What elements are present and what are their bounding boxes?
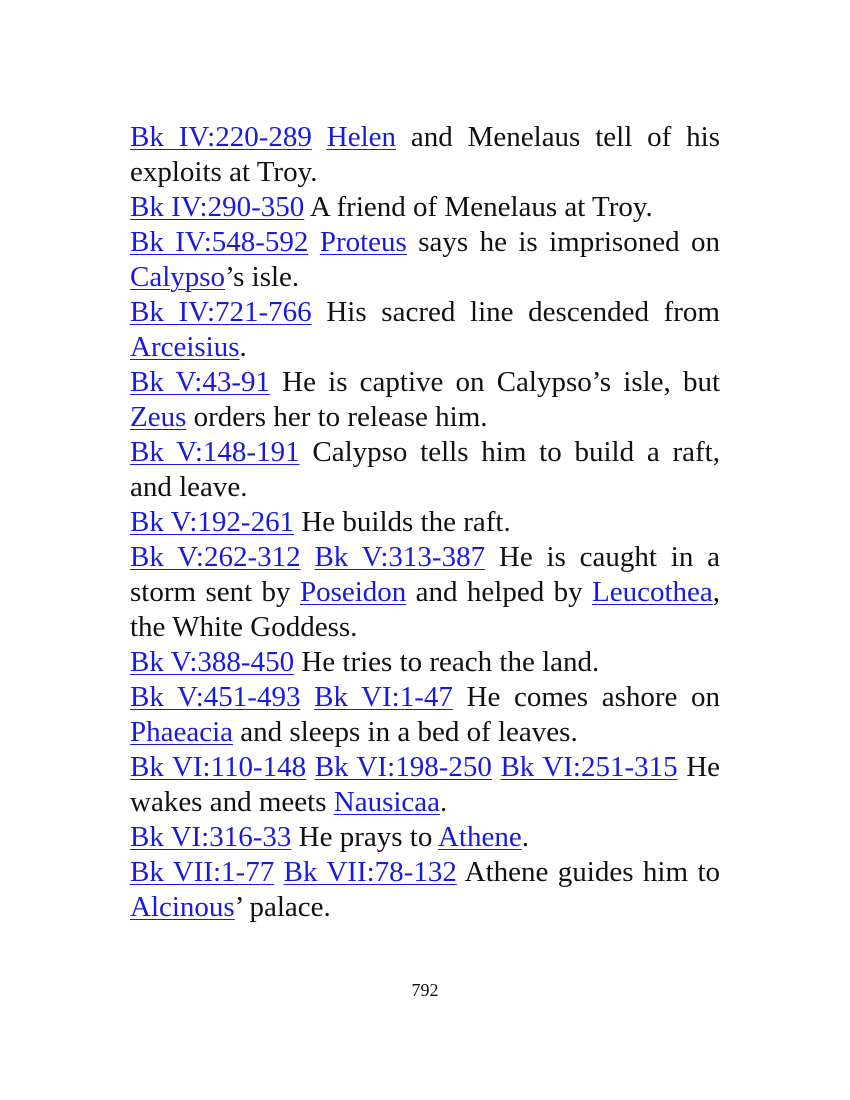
entry-text: and sleeps in a bed of leaves.: [233, 716, 578, 748]
entry-text: He tries to reach the land.: [294, 646, 600, 678]
entry-text: He comes ashore on: [452, 681, 721, 713]
entry-text: , the White Goddess.: [130, 576, 721, 643]
index-entry: [130, 645, 720, 680]
reference-link[interactable]: Helen: [326, 121, 396, 153]
reference-link[interactable]: Bk IV:290-350: [130, 191, 305, 223]
index-entry: [130, 540, 720, 645]
reference-link[interactable]: Bk VI:1-47: [314, 681, 453, 713]
reference-link[interactable]: Bk VI:251-315: [500, 751, 678, 783]
index-entry: [130, 365, 720, 435]
reference-link[interactable]: Bk VI:316-33: [130, 821, 292, 853]
reference-link[interactable]: Bk IV:548-592: [130, 226, 309, 258]
entry-text: [301, 541, 315, 573]
entry-text: [312, 121, 327, 153]
entry-text: He is caught in a storm sent by: [130, 541, 721, 608]
index-entry: [130, 435, 720, 505]
reference-link[interactable]: Bk V:451-493: [130, 681, 301, 713]
entry-text: He is captive on Calypso’s isle, but: [270, 366, 720, 398]
reference-link[interactable]: Bk V:192-261: [130, 506, 295, 538]
entry-text: He builds the raft.: [294, 506, 511, 538]
entry-text: [300, 681, 314, 713]
entry-text: [308, 226, 319, 258]
reference-link[interactable]: Bk VI:198-250: [314, 751, 492, 783]
entry-text: Athene guides him to: [456, 856, 720, 888]
reference-link[interactable]: Bk VII:1-77: [130, 856, 275, 888]
entry-text: ’ palace.: [234, 891, 331, 923]
index-entries: [130, 120, 720, 925]
entry-text: He prays to: [291, 821, 438, 853]
entry-text: .: [239, 331, 247, 363]
reference-link[interactable]: Bk V:262-312: [130, 541, 301, 573]
entry-text: ’s isle.: [225, 261, 300, 293]
index-entry: [130, 820, 720, 855]
index-entry: [130, 295, 720, 365]
index-entry: [130, 190, 720, 225]
reference-link[interactable]: Bk VII:78-132: [283, 856, 457, 888]
reference-link[interactable]: Bk V:43-91: [130, 366, 270, 398]
index-entry: [130, 855, 720, 925]
reference-link[interactable]: Bk IV:220-289: [130, 121, 312, 153]
reference-link[interactable]: Proteus: [319, 226, 407, 258]
entry-text: [274, 856, 283, 888]
reference-link[interactable]: Poseidon: [299, 576, 407, 608]
entry-text: says he is imprisoned on: [406, 226, 720, 258]
entry-text: .: [440, 786, 448, 818]
entry-text: [306, 751, 315, 783]
reference-link[interactable]: Bk VI:110-148: [130, 751, 307, 783]
index-entry: [130, 120, 720, 190]
entry-text: .: [521, 821, 529, 853]
entry-text: His sacred line descended from: [311, 296, 720, 328]
entry-text: He wakes and meets: [130, 751, 721, 818]
index-entry: [130, 505, 720, 540]
index-entry: [130, 225, 720, 295]
reference-link[interactable]: Calypso: [130, 261, 226, 293]
reference-link[interactable]: Bk V:313-387: [314, 541, 486, 573]
reference-link[interactable]: Bk V:388-450: [130, 646, 295, 678]
index-entry: [130, 750, 720, 820]
reference-link[interactable]: Bk V:148-191: [130, 436, 300, 468]
entry-text: and Menelaus tell of his exploits at Troy.: [130, 121, 720, 188]
index-entry: [130, 680, 720, 750]
reference-link[interactable]: Nausicaa: [333, 786, 441, 818]
reference-link[interactable]: Phaeacia: [130, 716, 234, 748]
reference-link[interactable]: Leucothea: [592, 576, 713, 608]
entry-text: orders her to release him.: [186, 401, 488, 433]
entry-text: and helped by: [406, 576, 592, 608]
reference-link[interactable]: Bk IV:721-766: [130, 296, 312, 328]
reference-link[interactable]: Athene: [437, 821, 522, 853]
page-number: 792: [411, 980, 439, 1000]
entry-text: Calypso tells him to build a raft, and leave.: [130, 436, 720, 503]
reference-link[interactable]: Zeus: [130, 401, 187, 433]
reference-link[interactable]: Alcinous: [130, 891, 235, 923]
entry-text: A friend of Menelaus at Troy.: [304, 191, 653, 223]
reference-link[interactable]: Arceisius: [130, 331, 240, 363]
